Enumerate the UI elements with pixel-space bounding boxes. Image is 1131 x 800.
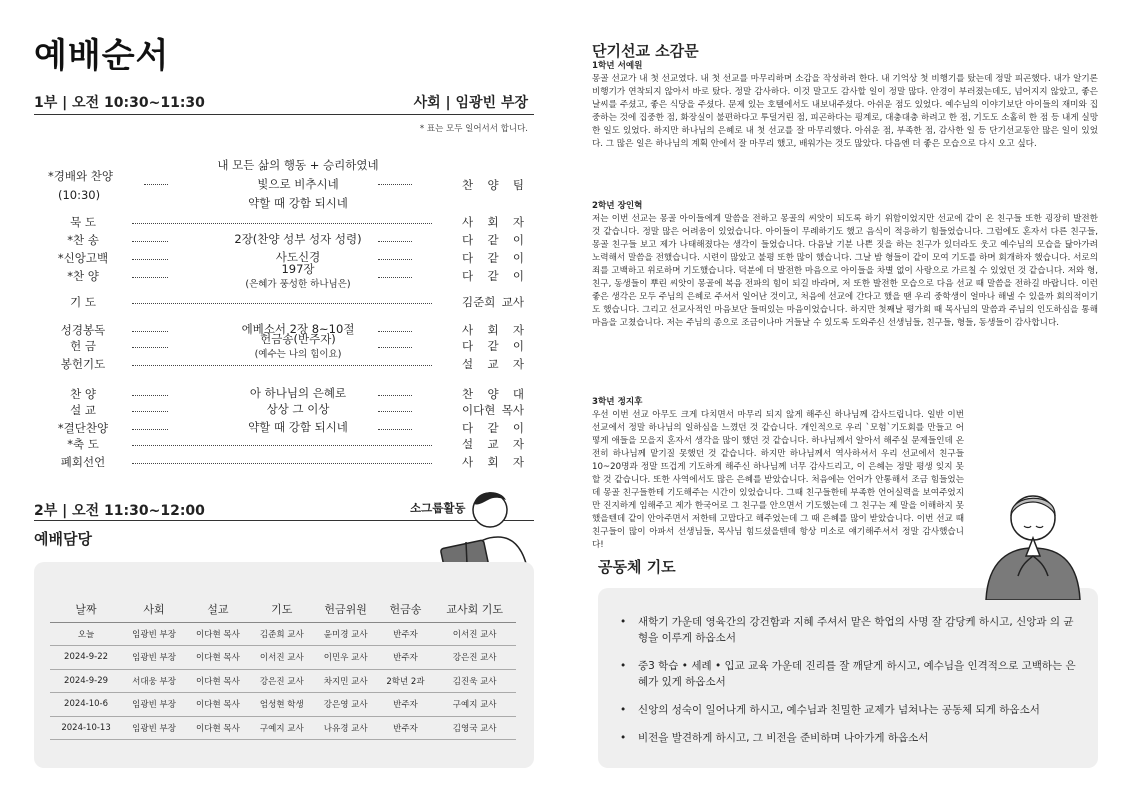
order-item-name: 성경봉독: [60, 323, 106, 337]
essay-text: 몽골 선교가 내 첫 선교였다. 내 첫 선교를 마무리하며 소감을 작성하려 한다. 내 기억상 첫 비행기를 탔는데 정말 피곤했다. 내가 알기론 비행기가 연착되지 않아서 바로 탔다. 정말 감사하다. 이것 말고도 감사할 일이 정말 많다. 안경이 부러졌는데도, 넘어지지 않았고, 좋은 날씨를 주셨고, 좋은 식당을 주셨다. 문제 있는 호텔에서도 내보내주셨다. 아쉬운 점도 있었다. 예수님의 이야기보단 아이들의 재미와 집중하는 것에 집중한 점, 화장실이 불편하다고 투덜거린 점, 피곤하다는 핑계로, 대충대충 하려고 한 점, 기도도 소홀히 한 점 등 내게 실망한 일도 있었다. 하지만 하나님의 은혜로 내 첫 선교를 잘 마무리했다. 아쉬운 점, 부족한 점, 감사한 일 등 단기선교동안 많은 일이 있었다. 그 많은 일은 하나님의 계획 안에서 잘 마무리 했고, 배워가는 것도 많았다. 다음엔 더 좋은 모습으로 다시 오고 싶다.: [592, 74, 1098, 149]
duty-cell: 김준희 교사: [250, 622, 314, 646]
order-item-content: 사도신경: [275, 250, 321, 264]
prayer-item: • 비전을 발견하게 하시고, 그 비전을 준비하며 나아가게 하옵소서: [620, 730, 1080, 746]
duty-cell: 반주자: [378, 622, 434, 646]
duty-cell: 임광빈 부장: [122, 646, 186, 670]
leader-dots: [132, 277, 168, 278]
order-item-name: *결단찬양: [57, 421, 109, 435]
order-item-who: 사 회 자: [462, 323, 524, 337]
duty-header: 기도: [250, 596, 314, 622]
leader-dots: [378, 259, 412, 260]
duty-cell: 구예지 교사: [250, 716, 314, 740]
duty-cell: 김진욱 교사: [433, 669, 516, 693]
order-item-who: 다 같 이: [462, 251, 524, 265]
order-item-content: 에베소서 2장 8~10절: [241, 322, 355, 336]
prayer-list: [620, 614, 1080, 758]
leader-dots: [132, 411, 168, 412]
leader-dots: [132, 259, 168, 260]
duty-cell: 차지민 교사: [314, 669, 378, 693]
order-item-who: 설 교 자: [462, 437, 524, 451]
order-item-name: 봉헌기도: [60, 357, 106, 371]
prayer-item: • 중3 학습 • 세례 • 입교 교육 가운데 진리를 잘 깨닫게 하시고, 예수님을 인격적으로 고백하는 은혜가 있게 하옵소서: [620, 658, 1080, 690]
duty-header: 설교: [186, 596, 250, 622]
essay-entry-2: [592, 200, 1098, 330]
order-item-name: 설 교: [70, 403, 96, 417]
order-item-name: *경배와 찬양: [48, 169, 113, 183]
duty-header: 헌금위원: [314, 596, 378, 622]
duty-cell: 이다현 목사: [186, 669, 250, 693]
duty-cell: 구예지 교사: [433, 693, 516, 717]
duty-cell: 이다현 목사: [186, 716, 250, 740]
duty-cell: 강은영 교사: [314, 693, 378, 717]
duty-row: [50, 693, 516, 717]
essay-text: 우선 이번 선교 아무도 크게 다치면서 마무리 되지 않게 해주신 하나님께 감사드립니다. 일반 이번 선교에서 정말 하나님의 일하심을 느꼈던 것 같습니다. 개인적으로 우리 `모험`기도회를 만들고 어떻게 애들을 모을지 혼자서 생각을 많이 했던 것 같습니다. 하나님께서 알아서 해주실 문제들인데 온전히 하나님께 맡기질 못했던 것 같습니다. 하지만 하나님께서 역사하셔서 우리 선교에서 친구들 10~20명과 정말 뜨겁게 기도하게 해주신 하나님께 너무 감사드리고, 이 은혜는 정말 평생 잊지 못할 것 같습니다. 또한 사역에서도 많은 은혜를 받았습니다. 처음에는 언어가 안통해서 조금 힘들었는데 몽골 친구들한테 기도해주는 시간이 있었습니다. 그때 친구들한테 부족한 언어실력을 보여주었지만 진지하게 임해주고 제가 한국어로 그 친구를 안으면서 기도했는데 그 친구는 제 말을 이해하지 못했을텐데 같이 안아주면서 저한테 고맙다고 해주었는데 그 때 은혜를 많이 받았습니다. 이번 선교 때 친구들이 많이 아파서 선생님들, 목사님 힘드셨을텐데 항상 미소로 얘기해주셔서 정말 감사했습니다!: [592, 410, 964, 550]
praying-person-illustration: [980, 480, 1086, 600]
order-row: [48, 402, 524, 420]
order-item-who: 이다현 목사: [462, 403, 524, 417]
duty-cell: 이다현 목사: [186, 646, 250, 670]
duty-row: [50, 646, 516, 670]
order-row: [48, 294, 524, 312]
prayer-title: 공동체 기도: [598, 558, 676, 576]
order-row: [48, 356, 524, 374]
prayer-item: • 새학기 가운데 영육간의 강건함과 지혜 주셔서 맡은 학업의 사명 잘 감당케 하시고, 신앙과 의 균형을 이루게 하옵소서: [620, 614, 1080, 646]
duty-cell: 이서진 교사: [433, 622, 516, 646]
leader-dots: [132, 331, 168, 332]
duty-row: [50, 716, 516, 740]
leader-dots: [378, 395, 412, 396]
essay-author: 2학년 장인혁: [592, 201, 643, 211]
leader-dots: [132, 445, 432, 446]
order-item-subtitle: (예수는 나의 힘이요): [254, 349, 342, 360]
part1-header: [34, 92, 534, 134]
duty-cell: 이다현 목사: [186, 622, 250, 646]
part1-divider: [34, 114, 534, 115]
leader-dots: [378, 277, 412, 278]
duty-cell: 2024-9-29: [50, 669, 122, 693]
duty-cell: 2024-10-6: [50, 693, 122, 717]
part1-label: 1부 | 오전 10:30~11:30: [34, 95, 205, 111]
duty-cell: 서대웅 부장: [122, 669, 186, 693]
order-item-name: *찬 양: [67, 269, 99, 283]
leader-dots: [132, 347, 168, 348]
order-item-who: 다 같 이: [462, 269, 524, 283]
order-item-name: *축 도: [67, 437, 99, 451]
order-item-content: 헌금송(반주자) (예수는 나의 힘이요): [188, 332, 408, 362]
order-item-name: 기 도: [70, 295, 96, 309]
order-item-content: 아 하나님의 은혜로: [249, 386, 347, 400]
order-row: [48, 232, 524, 250]
duty-cell: 2024-10-13: [50, 716, 122, 740]
order-item-content: 약할 때 강함 되시네: [248, 420, 348, 434]
leader-dots: [132, 395, 168, 396]
duty-cell: 반주자: [378, 646, 434, 670]
order-item-content: 상상 그 이상: [266, 402, 330, 416]
small-group-label: 소그룹활동: [410, 501, 466, 515]
duty-cell: 2학년 2과: [378, 669, 434, 693]
order-item-who: 사 회 자: [462, 455, 524, 469]
duty-cell: 임광빈 부장: [122, 693, 186, 717]
leader-dots: [132, 303, 432, 304]
duty-cell: 임광빈 부장: [122, 716, 186, 740]
leader-dots: [378, 241, 412, 242]
duty-cell: 강은진 교사: [433, 646, 516, 670]
duty-cell: 이민우 교사: [314, 646, 378, 670]
order-item-name: 폐회선언: [60, 455, 106, 469]
order-item-subtitle: (은혜가 풍성한 하나님은): [245, 279, 351, 290]
order-item-who: 다 같 이: [462, 421, 524, 435]
essay-entry-3: [592, 396, 964, 552]
order-item-who: 사 회 자: [462, 215, 524, 229]
order-row: [48, 436, 524, 454]
duty-cell: 임광빈 부장: [122, 622, 186, 646]
order-item-time: (10:30): [58, 188, 101, 202]
order-title: 예배순서: [34, 36, 170, 76]
order-item-who: 찬 양 팀: [462, 178, 524, 192]
duty-header: 교사회 기도: [433, 596, 516, 622]
order-item-name: 묵 도: [70, 215, 96, 229]
order-row: [48, 158, 524, 208]
essay-text: 저는 이번 선교는 몽골 아이들에게 말씀을 전하고 몽골의 씨앗이 되도록 하기 위함이었지만 선교에 같이 온 친구들 또한 굉장히 발전한 것 같습니다. 정말 많은 어려움이 있었습니다. 아이들이 무례하기도 했고 음식이 적응하기 힘들었습니다. 그럼에도 혼자서 다른 친구들, 몽골 친구들 보고 제가 나태해졌다는 생각이 들었습니다. 다음날 기분 나쁜 짓을 하는 친구가 있더라도 웃고 예수님의 모습을 닮아가려 노력해서 말씀을 전했습니다. 시련이 많았고 불평 또한 많이 했습니다. 그날 밤 형들이 같이 모여 기도를 하며 회개하자 했습니다. 서로의 죄를 고백하고 위로하며 기도했습니다. 덕분에 더 발전한 마음으로 아이들을 차별 없이 사랑으로 가르칠 수 있었던 것 같습니다. 저와 형, 친구, 동생들이 뿌린 씨앗이 몽골에 복음 전파의 힘이 되길 바라며, 저 또한 발전한 모습으로 다음 선교 때 말씀을 전하길 바랍니다. 이런 좋은 생각은 모두 주님의 은혜로 주셔서 일어난 것이고, 처음에 선교에 간다고 했을 땐 우리 중학생이 얼마나 해낼 수 있을까 회의적이기도 했습니다. 그리고 선교사적인 마음보단 들떠있는 마음이었습니다. 하지만 첫째날 평가회 때 목사님의 말씀과 주님의 인도하심을 통해 마음을 고쳤습니다. 저는 주님의 종으로 조금이나마 거들날 수 있도록 도와주신 선생님들, 친구들, 형들, 동생들이 감사합니다.: [592, 214, 1098, 328]
order-item-who: 찬 양 대: [462, 387, 524, 401]
leader-dots: [132, 429, 168, 430]
duty-row: [50, 669, 516, 693]
part2-label: 2부 | 오전 11:30~12:00: [34, 503, 205, 519]
order-item-who: 김준희 교사: [462, 295, 524, 309]
order-item-who: 설 교 자: [462, 357, 524, 371]
leader-dots: [132, 463, 432, 464]
order-row: [48, 262, 524, 290]
duty-cell: 2024-9-22: [50, 646, 122, 670]
duty-header: 사회: [122, 596, 186, 622]
order-item-who: 다 같 이: [462, 233, 524, 247]
essay-title: 단기선교 소감문: [592, 42, 699, 60]
duty-cell: 김영국 교사: [433, 716, 516, 740]
order-item-content: 2장(찬양 성부 성자 성령): [234, 232, 362, 246]
duty-header: 날짜: [50, 596, 122, 622]
order-row: [48, 332, 524, 360]
duty-cell: 오늘: [50, 622, 122, 646]
duty-title: 예배담당: [34, 530, 92, 548]
duty-cell: 나유경 교사: [314, 716, 378, 740]
order-item-content: 197장 (은혜가 풍성한 하나님은): [188, 262, 408, 292]
duty-header-row: [50, 596, 516, 622]
essay-author: 1학년 서예원: [592, 61, 643, 71]
leader-dots: [378, 411, 412, 412]
order-item-content: 내 모든 삶의 행동 + 승리하였네 빛으로 비추시네 약할 때 강함 되시네: [217, 158, 379, 210]
duty-cell: 이다현 목사: [186, 693, 250, 717]
duty-table: [50, 596, 516, 740]
duty-cell: 윤미경 교사: [314, 622, 378, 646]
leader-dots: [378, 429, 412, 430]
standing-note: * 표는 모두 일어서서 합니다.: [419, 124, 528, 134]
order-item-who: 다 같 이: [462, 339, 524, 353]
duty-cell: 반주자: [378, 693, 434, 717]
order-item-name: *찬 송: [67, 233, 99, 247]
duty-cell: 이서진 교사: [250, 646, 314, 670]
order-row: [48, 454, 524, 472]
leader-dots: [132, 365, 432, 366]
prayer-item: • 신앙의 성숙이 일어나게 하시고, 예수님과 친밀한 교제가 넘쳐나는 공동체 되게 하옵소서: [620, 702, 1080, 718]
order-row: [48, 214, 524, 232]
order-item-name: *신앙고백: [57, 251, 109, 265]
essay-entry-1: [592, 60, 1098, 151]
left-column: [34, 28, 534, 77]
order-item-name: 찬 양: [70, 387, 96, 401]
duty-cell: 강은진 교사: [250, 669, 314, 693]
leader-dots: [132, 223, 432, 224]
duty-cell: 엄성현 학생: [250, 693, 314, 717]
duty-header: 헌금송: [378, 596, 434, 622]
leader-dots: [132, 241, 168, 242]
right-column: [592, 40, 1098, 780]
duty-cell: 반주자: [378, 716, 434, 740]
leader-dots: [378, 347, 412, 348]
part1-leader: 사회 | 임광빈 부장: [413, 95, 528, 111]
essay-author: 3학년 정지후: [592, 397, 643, 407]
order-rows: [48, 214, 524, 474]
order-item-name: 헌 금: [70, 339, 96, 353]
duty-row: [50, 622, 516, 646]
